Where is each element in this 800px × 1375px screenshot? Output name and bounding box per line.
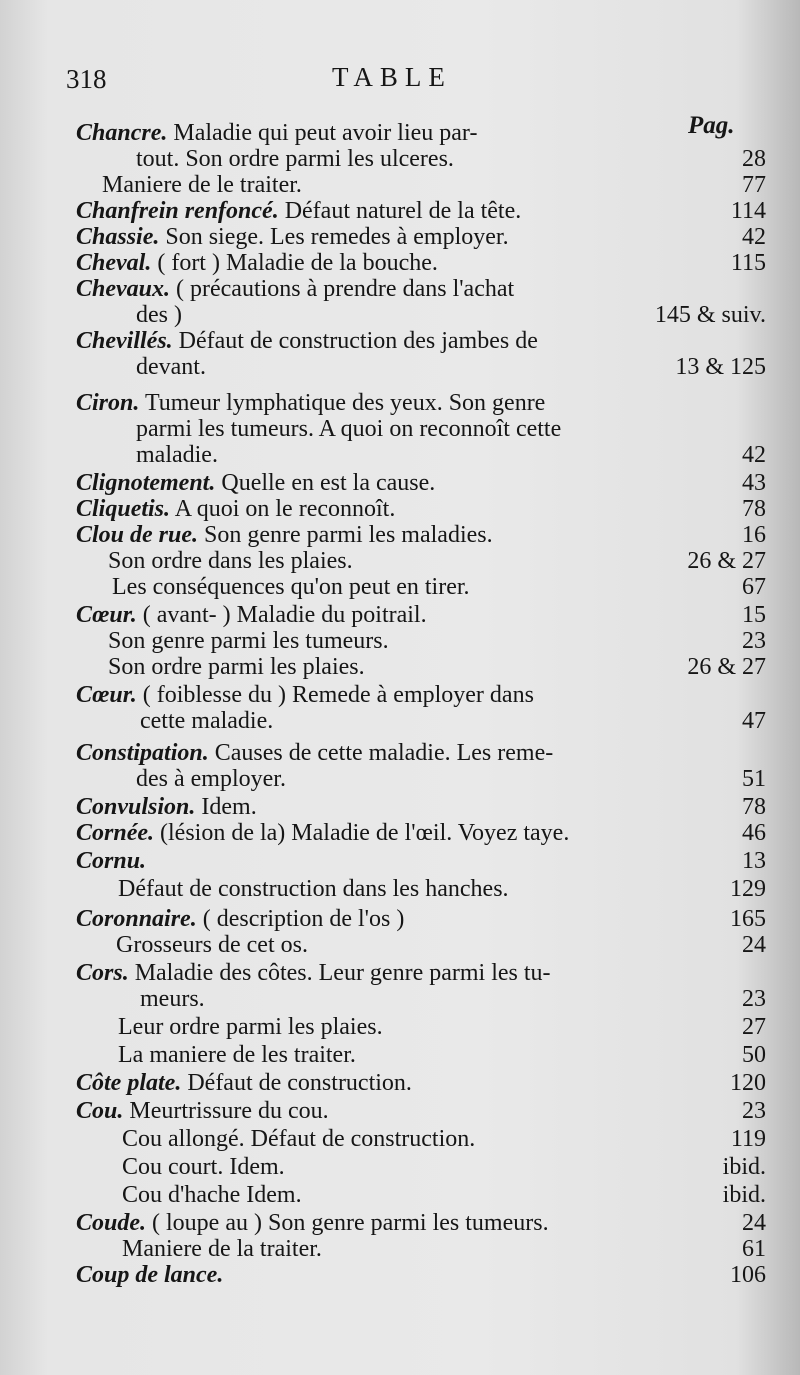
entry-page-reference: ibid. (722, 1182, 766, 1208)
entry-description: (lésion de la) Maladie de l'œil. Voyez taye. (154, 820, 570, 846)
index-entry (0, 1124, 800, 1154)
entry-page-reference: 16 (742, 522, 766, 548)
entry-page-reference: 43 (742, 470, 766, 496)
index-entry (0, 846, 800, 876)
entry-page-reference: 46 (742, 820, 766, 846)
entry-page-reference: 129 (730, 876, 766, 902)
entry-page-reference: 78 (742, 794, 766, 820)
entry-description: Idem. (195, 794, 257, 820)
entry-page-reference: 24 (742, 932, 766, 958)
entry-headword: Cheval. (76, 250, 152, 276)
page-column-label: Pag. (688, 112, 735, 139)
entry-page-reference: 145 & suiv. (654, 302, 766, 328)
entry-description: Maniere de la traiter. (122, 1236, 322, 1262)
entry-page-reference: 13 (742, 848, 766, 874)
entry-description: parmi les tumeurs. A quoi on reconnoît cette (136, 416, 562, 442)
index-entry (0, 930, 800, 960)
entry-description: Défaut de construction des jambes de (172, 328, 538, 354)
entry-headword: Constipation. (76, 740, 209, 766)
entry-headword: Clou de rue. (76, 522, 199, 548)
index-entry (0, 1040, 800, 1070)
entry-page-reference: 51 (742, 766, 766, 792)
entry-description: Défaut de construction. (181, 1070, 412, 1096)
index-entry (0, 874, 800, 904)
entry-text (112, 572, 470, 602)
entry-description: Son genre parmi les tumeurs. (108, 628, 389, 654)
entry-page-reference: 61 (742, 1236, 766, 1262)
index-entry (0, 706, 800, 736)
entry-text (136, 352, 206, 382)
entry-description: Meurtrissure du cou. (123, 1098, 329, 1124)
entry-description: Quelle en est la cause. (215, 470, 436, 496)
entry-page-reference: 24 (742, 1210, 766, 1236)
entry-description: Cou allongé. Défaut de construction. (122, 1126, 476, 1152)
entry-text (108, 652, 365, 682)
entry-page-reference: 26 & 27 (687, 548, 766, 574)
entry-headword: Chassie. (76, 224, 160, 250)
entry-description: Son ordre parmi les plaies. (108, 654, 365, 680)
entry-page-reference: 77 (742, 172, 766, 198)
index-entry (0, 1068, 800, 1098)
index-entry (0, 984, 800, 1014)
running-head: TABLE (332, 62, 452, 92)
entry-text (122, 1152, 285, 1182)
entry-description: Maladie des côtes. Leur genre parmi les tu- (128, 960, 551, 986)
entry-headword: Coup de lance. (76, 1262, 224, 1288)
entry-description: ( loupe au ) Son genre parmi les tumeurs. (146, 1210, 549, 1236)
index-entry (0, 1096, 800, 1126)
entry-headword: Chevillés. (76, 328, 173, 354)
entry-description: Son siege. Les remedes à employer. (159, 224, 509, 250)
entry-description: Les conséquences qu'on peut en tirer. (112, 574, 470, 600)
entry-page-reference: ibid. (722, 1154, 766, 1180)
entry-page-reference: 23 (742, 986, 766, 1012)
entry-text (76, 1068, 412, 1098)
entry-description: Défaut de construction dans les hanches. (118, 876, 509, 902)
entry-headword: Cœur. (76, 682, 137, 708)
entry-description: tout. Son ordre parmi les ulceres. (136, 146, 454, 172)
entry-page-reference: 42 (742, 442, 766, 468)
entry-description: La maniere de les traiter. (118, 1042, 356, 1068)
entry-text (118, 1012, 383, 1042)
index-entry (0, 1180, 800, 1210)
index-entry (0, 1012, 800, 1042)
entry-page-reference: 50 (742, 1042, 766, 1068)
entry-page-reference: 47 (742, 708, 766, 734)
entry-description: cette maladie. (140, 708, 274, 734)
entry-page-reference: 115 (730, 250, 766, 276)
entry-description: Tumeur lymphatique des yeux. Son genre (139, 390, 546, 416)
entry-description: maladie. (136, 442, 218, 468)
entry-page-reference: 78 (742, 496, 766, 522)
entry-page-reference: 27 (742, 1014, 766, 1040)
entry-page-reference: 13 & 125 (675, 354, 766, 380)
entry-page-reference: 15 (742, 602, 766, 628)
entry-description: Cou court. Idem. (122, 1154, 285, 1180)
entry-headword: Cliquetis. (76, 496, 171, 522)
index-entry (0, 352, 800, 382)
entry-description: Leur ordre parmi les plaies. (118, 1014, 383, 1040)
entry-description: ( foiblesse du ) Remede à employer dans (136, 682, 534, 708)
entry-description: Cou d'hache Idem. (122, 1182, 302, 1208)
entry-page-reference: 120 (730, 1070, 766, 1096)
entry-description: ( description de l'os ) (196, 906, 405, 932)
entry-headword: Chevaux. (76, 276, 171, 302)
entry-text (118, 1040, 356, 1070)
entry-description: des ) (136, 302, 182, 328)
entry-description: Maniere de le traiter. (102, 172, 302, 198)
entry-text (116, 930, 308, 960)
entry-headword: Coude. (76, 1210, 147, 1236)
entry-text (122, 1124, 475, 1154)
entry-description: ( précautions à prendre dans l'achat (170, 276, 515, 302)
entry-text (122, 1180, 302, 1210)
entry-description: Défaut naturel de la tête. (278, 198, 522, 224)
entry-text (76, 818, 569, 848)
entry-page-reference: 28 (742, 146, 766, 172)
entry-text (76, 846, 146, 876)
entry-description: devant. (136, 354, 206, 380)
entry-text (140, 984, 205, 1014)
entry-page-reference: 26 & 27 (687, 654, 766, 680)
entry-description: Son ordre dans les plaies. (108, 548, 353, 574)
entry-description: A quoi on le reconnoît. (170, 496, 396, 522)
entry-headword: Côte plate. (76, 1070, 182, 1096)
entry-description: ( fort ) Maladie de la bouche. (151, 250, 438, 276)
entry-headword: Cœur. (76, 602, 137, 628)
entry-text (140, 706, 273, 736)
entry-page-reference: 23 (742, 1098, 766, 1124)
entry-description: Maladie qui peut avoir lieu par- (167, 120, 478, 146)
index-entry (0, 440, 800, 470)
entry-headword: Cornée. (76, 820, 154, 846)
index-entry (0, 652, 800, 682)
entry-page-reference: 42 (742, 224, 766, 250)
entry-description: ( avant- ) Maladie du poitrail. (136, 602, 427, 628)
entry-page-reference: 165 (730, 906, 766, 932)
entry-description: meurs. (140, 986, 205, 1012)
entry-headword: Coronnaire. (76, 906, 197, 932)
entry-text (76, 1260, 223, 1290)
entry-page-reference: 67 (742, 574, 766, 600)
entry-headword: Convulsion. (76, 794, 196, 820)
entry-headword: Clignotement. (76, 470, 216, 496)
entry-text (118, 874, 509, 904)
entry-text (136, 440, 218, 470)
entry-headword: Chanfrein renfoncé. (76, 198, 279, 224)
index-entry (0, 1152, 800, 1182)
entry-description: Grosseurs de cet os. (116, 932, 308, 958)
index-entry (0, 572, 800, 602)
entry-page-reference: 106 (730, 1262, 766, 1288)
entry-page-reference: 114 (730, 198, 766, 224)
entry-headword: Cou. (76, 1098, 124, 1124)
entry-headword: Cornu. (76, 848, 147, 874)
entry-page-reference: 119 (730, 1126, 766, 1152)
page-number: 318 (66, 64, 107, 94)
entry-headword: Chancre. (76, 120, 168, 146)
entry-headword: Cors. (76, 960, 129, 986)
entry-description: Son genre parmi les maladies. (198, 522, 493, 548)
entry-headword: Ciron. (76, 390, 140, 416)
entry-page-reference: 23 (742, 628, 766, 654)
entry-description: des à employer. (136, 766, 286, 792)
index-entry (0, 764, 800, 794)
entry-text (136, 764, 286, 794)
entry-text (76, 1096, 329, 1126)
index-entry (0, 818, 800, 848)
entry-description: Causes de cette maladie. Les reme- (208, 740, 554, 766)
index-entry (0, 1260, 800, 1290)
